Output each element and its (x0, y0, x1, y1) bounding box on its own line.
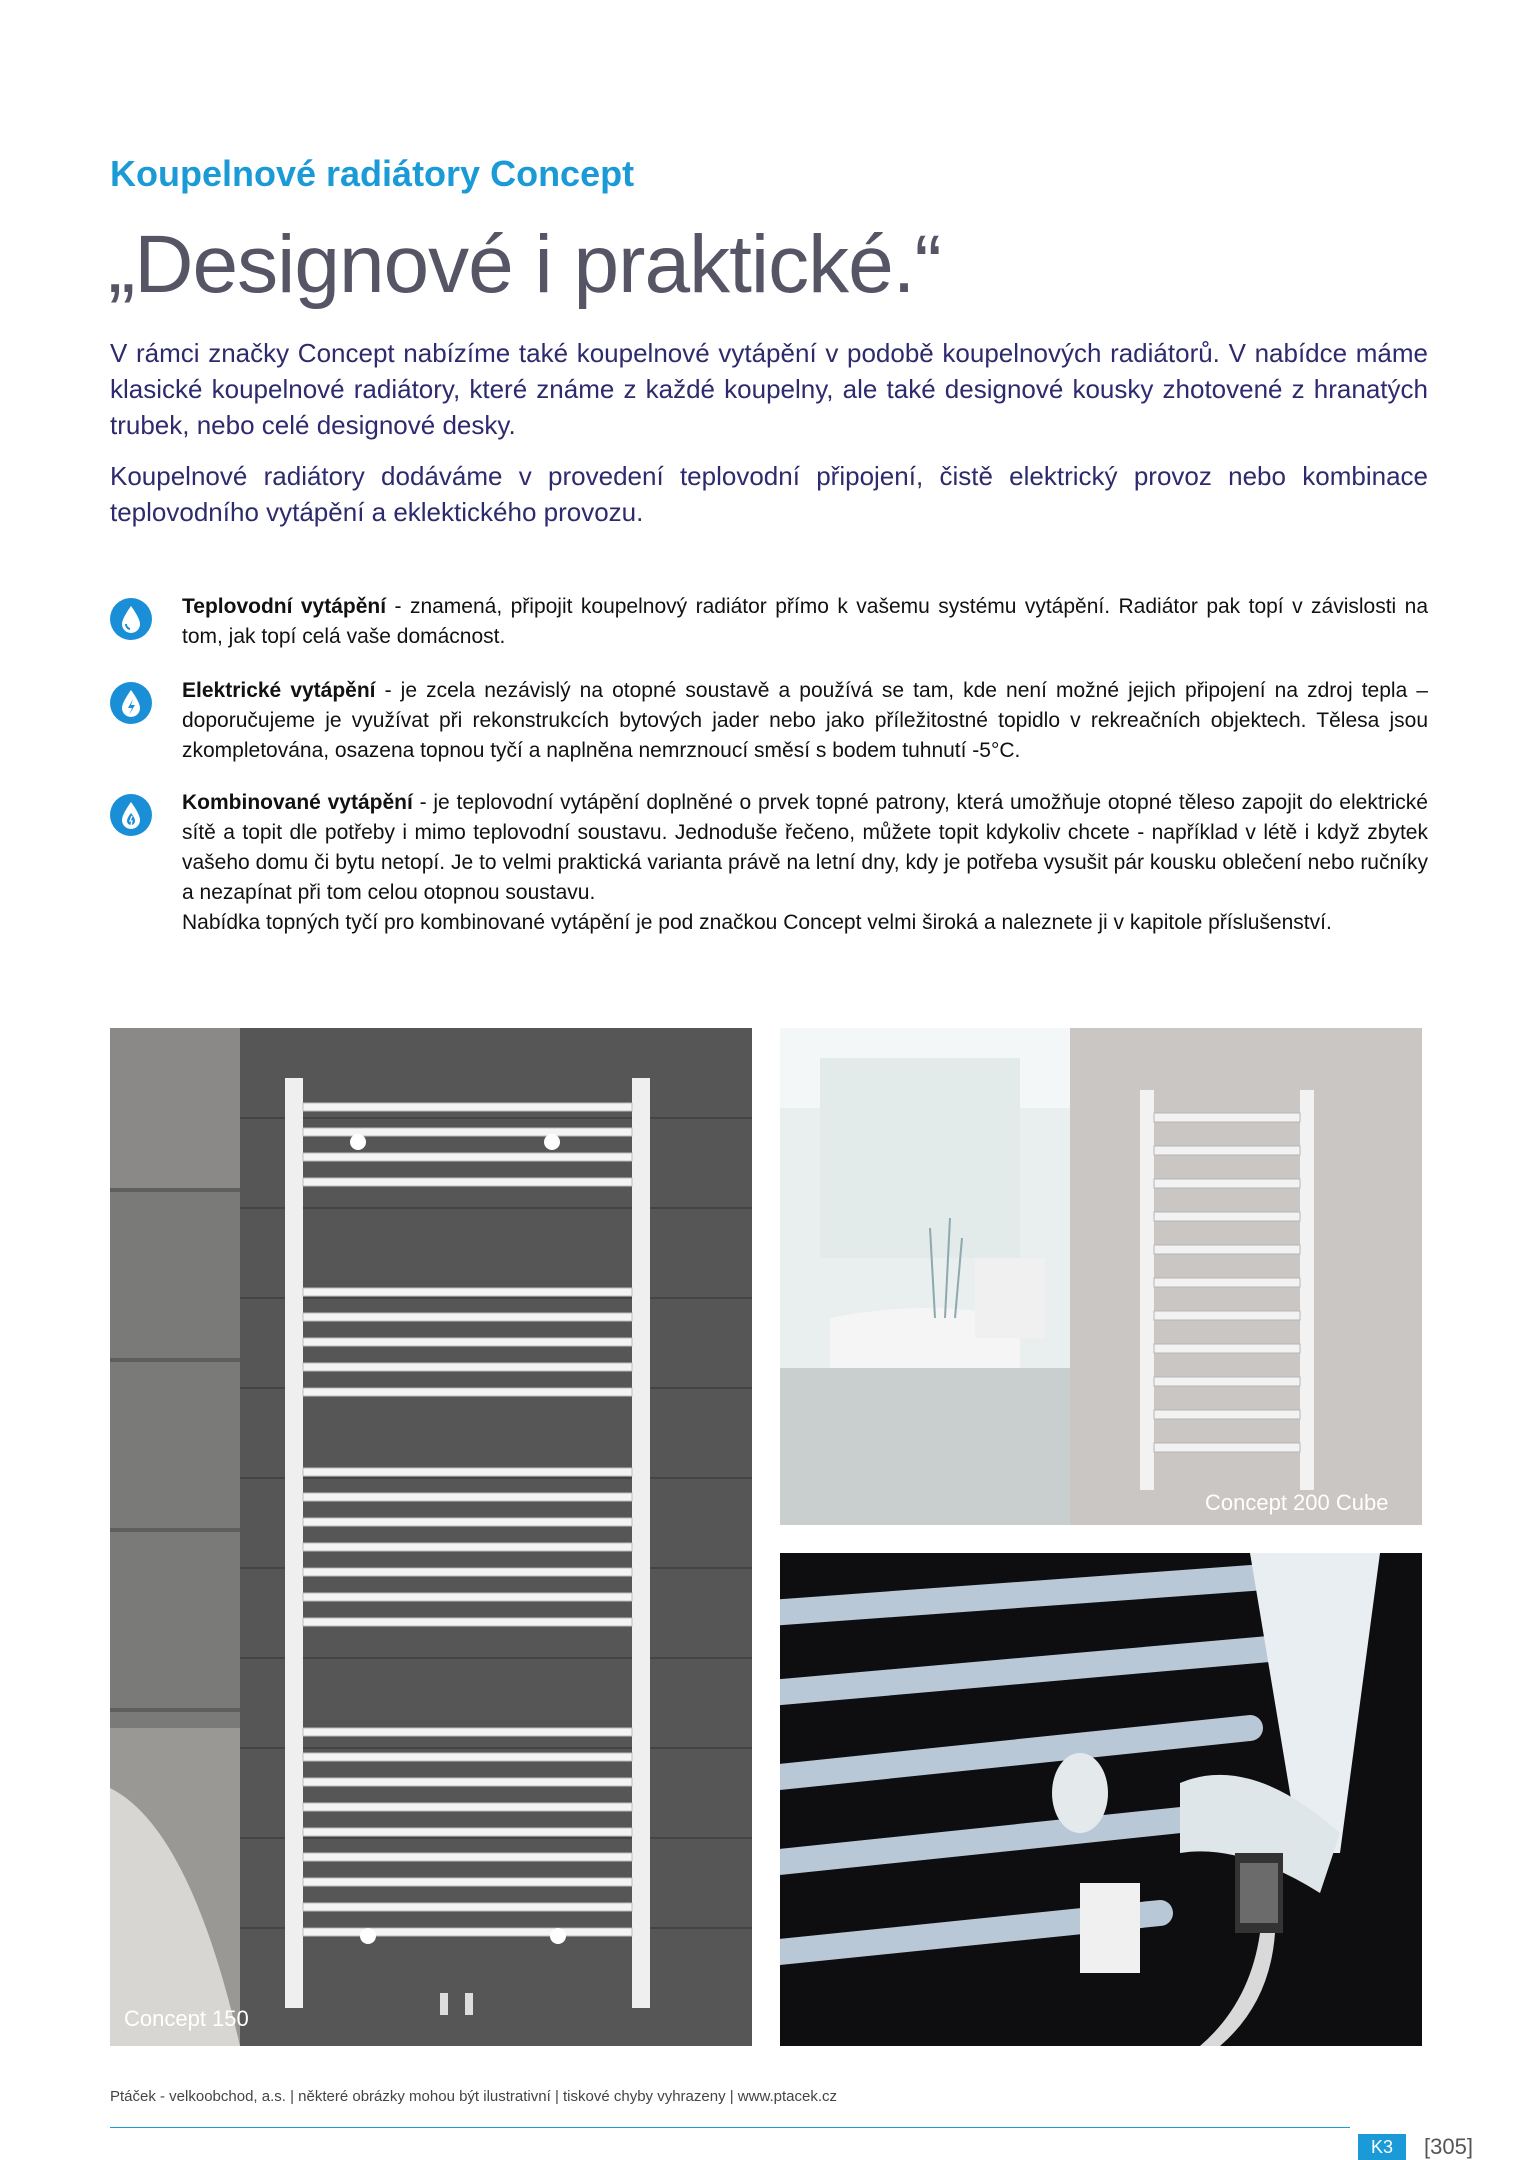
footer-divider (110, 2127, 1350, 2128)
feature-term: Teplovodní vytápění (182, 595, 387, 618)
photo-concept-150 (110, 1028, 752, 2046)
feature-description: - znamená, připojit koupelnový radiátor přímo k vašemu systému vytápění. Radiátor pak topí v závislosti na tom, jak topí celá vaše domácnost. (182, 595, 1428, 648)
feature-term: Elektrické vytápění (182, 679, 376, 702)
page-headline: „Designové i praktické.“ (108, 219, 941, 310)
feature-description: - je zcela nezávislý na otopné soustavě a používá se tam, kde není možné jejich připojení na zdroj tepla – doporučujeme je využívat při rekonstrukcích bytových jader nebo jako příležitostné topidlo v rekreačních objektech. Tělesa jsou zkompletována, osazena topnou tyčí a naplněna nemrznoucí směsí s bodem tuhnutí -5°C. (182, 679, 1429, 762)
water-drop-icon (110, 598, 152, 640)
feature-text (182, 788, 1428, 938)
feature-extra-note: Nabídka topných tyčí pro kombinované vytápění je pod značkou Concept velmi široká a naleznete ji v kapitole příslušenství. (182, 911, 1332, 934)
photo-heating-element-detail (780, 1553, 1422, 2046)
feature-term: Kombinované vytápění (182, 791, 413, 814)
feature-description: - je teplovodní vytápění doplněné o prvek topné patrony, která umožňuje otopné těleso zapojit do elektrické sítě a topit dle potřeby i mimo teplovodní soustavu. Jednoduše řečeno, můžete topit kdykoliv chcete - například v létě i když zbytek vašeho domu či bytu netopí. Je to velmi praktická varianta právě na letní dny, kdy je potřeba vysušit pár kousku oblečení nebo ručníky a nezapínat při tom celou otopnou soustavu. (182, 791, 1428, 904)
feature-text (182, 676, 1428, 766)
intro-paragraph-2: Koupelnové radiátory dodáváme v provedení teplovodní připojení, čistě elektrický provoz nebo kombinace teplovodního vytápění a eklektického provozu. (110, 461, 1428, 527)
combined-drop-icon (110, 794, 152, 836)
electric-drop-icon (110, 682, 152, 724)
photo-concept-200-cube (780, 1028, 1422, 1525)
photo-caption: Concept 150 (124, 2006, 249, 2031)
intro-paragraph-1: V rámci značky Concept nabízíme také koupelnové vytápění v podobě koupelnových radiátorů. V nabídce máme klasické koupelnové radiátory, které známe z každé koupelny, ale také designové kousky zhotovené z hranatých trubek, nebo celé designové desky. (110, 338, 1428, 440)
page-number: [305] (1424, 2134, 1473, 2159)
feature-text (182, 592, 1428, 652)
section-subtitle: Koupelnové radiátory Concept (110, 153, 635, 194)
section-tag: K3 (1358, 2134, 1406, 2160)
photo-caption: Concept 200 Cube (1205, 1490, 1389, 1515)
footer-text: Ptáček - velkoobchod, a.s. | některé obrázky mohou být ilustrativní | tiskové chyby vyhrazeny | www.ptacek.cz (110, 2088, 838, 2105)
